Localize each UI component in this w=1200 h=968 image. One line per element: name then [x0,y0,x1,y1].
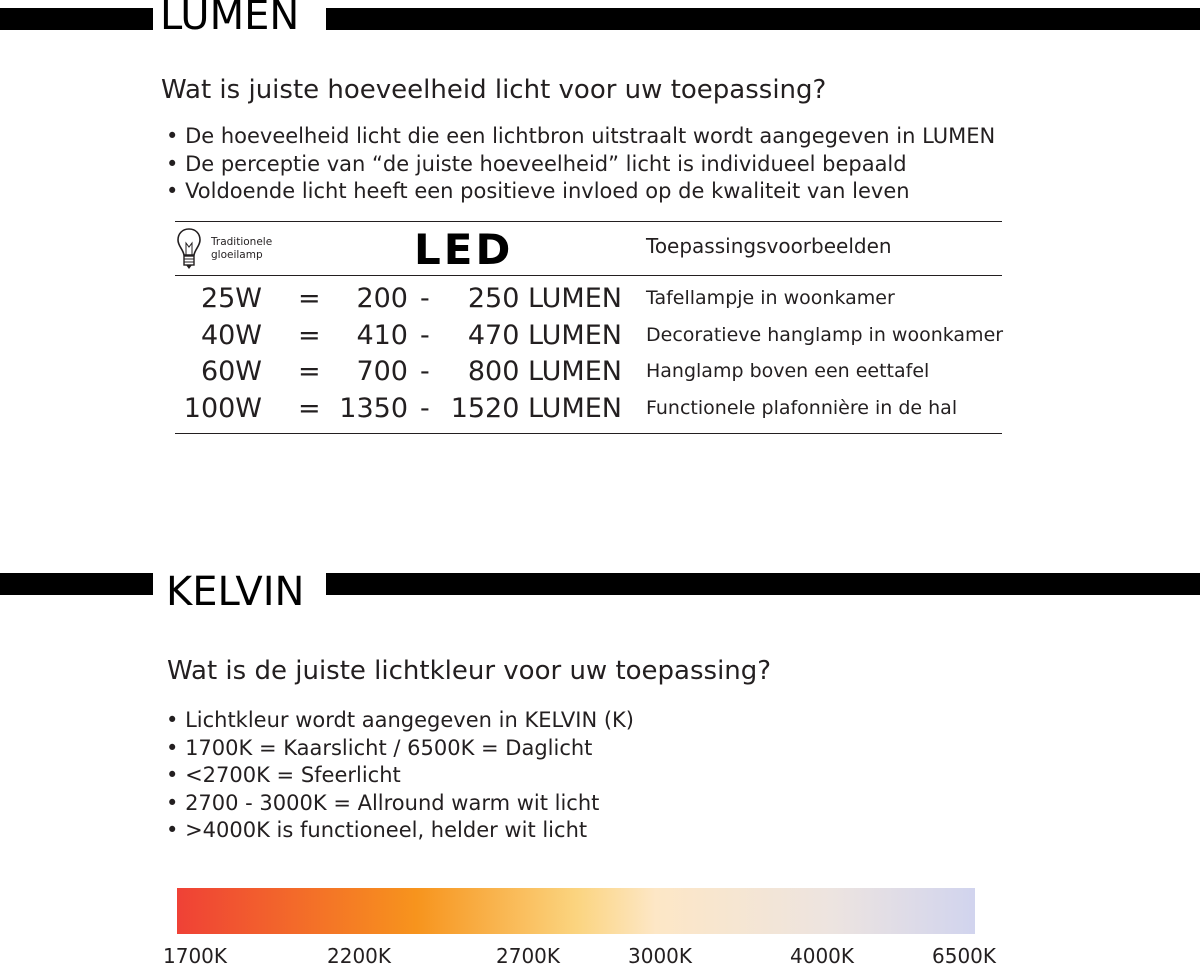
lumen-min: 700 [356,356,408,387]
examples-column-header: Toepassingsvoorbeelden [646,234,892,258]
table-row [0,283,1200,319]
table-header-rule [175,275,1002,276]
lumen-max: 1520 LUMEN [450,393,622,424]
lumen-bullet: • De perceptie van “de juiste hoeveelheid” licht is individueel bepaald [166,151,995,179]
kelvin-header-bar-right [326,573,1200,595]
usage-example: Functionele plafonnière in de hal [646,397,958,419]
range-dash: - [420,356,430,387]
equals-sign: = [298,283,321,314]
lightbulb-icon [176,227,202,271]
kelvin-header-bar-left [0,573,153,595]
usage-example: Tafellampje in woonkamer [646,287,895,309]
wattage: 60W [200,356,262,387]
wattage: 25W [200,283,262,314]
lumen-bullet: • De hoeveelheid licht die een lichtbron uitstraalt wordt aangegeven in LUMEN [166,123,995,151]
scale-label-1700k: 1700K [163,944,228,968]
kelvin-bullet-list [166,707,634,845]
scale-label-3000k: 3000K [628,944,693,968]
scale-label-4000k: 4000K [790,944,855,968]
lumen-min: 200 [356,283,408,314]
kelvin-bullet: • 2700 - 3000K = Allround warm wit licht [166,790,634,818]
lumen-header-bar-right [326,8,1200,30]
range-dash: - [420,283,430,314]
lumen-title: LUMEN [160,0,300,39]
lumen-max: 250 LUMEN [467,283,622,314]
traditional-bulb-label [211,236,272,262]
scale-label-6500k: 6500K [932,944,997,968]
lumen-question: Wat is juiste hoeveelheid licht voor uw toepassing? [161,75,827,105]
equals-sign: = [298,356,321,387]
equals-sign: = [298,320,321,351]
led-logo: LED [414,225,514,274]
lumen-max: 470 LUMEN [467,320,622,351]
lumen-min: 1350 [339,393,408,424]
bulb-label-line-1: Traditionele [211,236,273,248]
color-temperature-gradient [177,888,975,934]
range-dash: - [420,393,430,424]
range-dash: - [420,320,430,351]
table-row [0,320,1200,356]
lumen-header-bar-left [0,8,153,30]
lumen-max: 800 LUMEN [467,356,622,387]
bulb-label-line-2: gloeilamp [211,249,263,261]
table-row [0,356,1200,392]
usage-example: Hanglamp boven een eettafel [646,360,930,382]
kelvin-title: KELVIN [166,569,305,615]
kelvin-bullet: • 1700K = Kaarslicht / 6500K = Daglicht [166,735,634,763]
kelvin-bullet: • Lichtkleur wordt aangegeven in KELVIN (K) [166,707,634,735]
kelvin-question: Wat is de juiste lichtkleur voor uw toepassing? [167,656,772,686]
lumen-min: 410 [356,320,408,351]
table-bottom-rule [175,433,1002,434]
scale-label-2200k: 2200K [327,944,392,968]
table-row [0,393,1200,429]
wattage: 100W [183,393,262,424]
scale-label-2700k: 2700K [496,944,561,968]
kelvin-bullet: • <2700K = Sfeerlicht [166,762,634,790]
lumen-bullet: • Voldoende licht heeft een positieve invloed op de kwaliteit van leven [166,178,995,206]
usage-example: Decoratieve hanglamp in woonkamer [646,324,1004,346]
lumen-bullet-list [166,123,995,206]
table-top-rule [175,221,1002,222]
kelvin-bullet: • >4000K is functioneel, helder wit licht [166,817,634,845]
wattage: 40W [200,320,262,351]
equals-sign: = [298,393,321,424]
